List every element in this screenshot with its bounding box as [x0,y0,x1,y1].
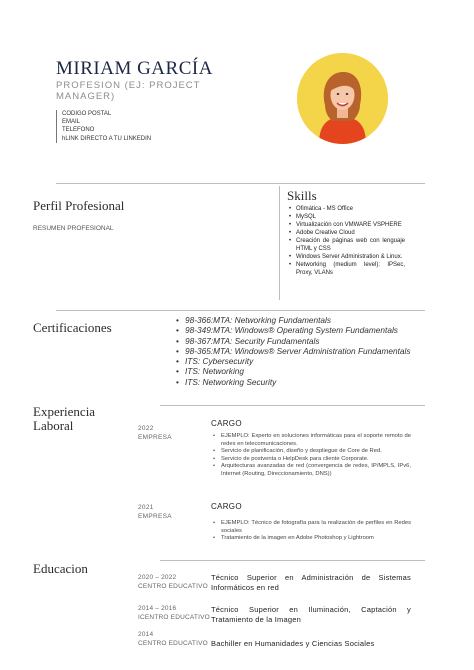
candidate-name: MIRIAM GARCÍA [56,58,213,79]
education-center: CENTRO EDUCATIVO [138,582,208,590]
skill-item: • MySQL [287,213,405,221]
education-meta [138,574,208,591]
divider-top [56,183,425,184]
education-meta [138,631,208,648]
experience-section-title [33,405,95,433]
divider-experience [160,405,425,406]
education-degree: Técnico Superior en Iluminación, Captación y Tratamiento de la Imagen [211,605,411,624]
job-bullet: • Tratamiento de la imagen en Adobe Photoshop y Lightroom [211,535,411,543]
certification-item: • 98-365:MTA: Windows® Server Administration Fundamentals [175,346,415,356]
job-bullet: • Servicio de postventa o HelpDesk para cliente Corporate. [211,456,411,464]
job-year: 2021 [138,504,154,511]
certification-item: • 98-349:MTA: Windows® Operating System Fundamentals [175,325,415,335]
skill-item: • Windows Server Administration & Linux. [287,253,405,261]
skills-list [287,205,405,277]
skills-section-title: Skills [287,188,317,203]
profile-photo [297,53,388,144]
education-meta [138,605,210,622]
job-bullets [211,433,411,479]
skill-item: • Networking (medium level): IPSec, Proxy, VLANs [287,261,405,277]
certifications-list [175,315,415,387]
experience-title-line1: Experiencia [33,404,96,419]
job-bullet: • EJEMPLO: Experto en soluciones informáticas para el soporte remoto de redes en telecomunicaciones. [211,433,411,448]
skill-item: • Ofimática - MS Office [287,205,405,213]
divider-certifications [56,310,425,311]
certification-item: • ITS: Networking Security [175,377,415,387]
job-meta [138,503,172,521]
profession-title: PROFESION (EJ: PROJECT MANAGER) [56,80,201,102]
skill-item: • Virtualización con VMWARE VSPHERE [287,221,405,229]
experience-title-line2: Laboral [33,418,74,433]
profile-photo-illustration [297,53,388,144]
contact-email: EMAIL [62,119,81,126]
skill-item: • Adobe Creative Cloud [287,229,405,237]
contact-linkedin: hLINK DIRECTO A TU LINKEDIN [62,135,152,142]
job-year: 2022 [138,425,154,432]
job-company: EMPRESA [138,513,172,520]
job-bullets [211,520,411,543]
education-degree: Bachiller en Humanidades y Ciencias Sociales [211,639,375,648]
job-bullet: • Servicio de planificación, diseño y despliegue de Core de Red. [211,448,411,456]
certification-item: • ITS: Networking [175,366,415,376]
certification-item: • 98-367:MTA: Security Fundamentals [175,336,415,346]
certifications-section-title: Certificaciones [33,320,112,335]
contact-block [56,110,151,143]
contact-phone: TELEFONO [62,127,95,134]
certification-item: • 98-366:MTA: Networking Fundamentals [175,315,415,325]
job-bullet: • Arquitecturas avanzadas de red (convergencia de redes, IP/MPLS, IPv6, Internet (Routing, Direccionamiento, DNS)) [211,463,411,478]
profile-section-title: Perfil Profesional [33,198,125,213]
divider-vertical [279,186,280,300]
profile-summary: RESUMEN PROFESIONAL [33,225,114,232]
education-dates: 2014 [138,631,154,638]
job-role: CARGO [211,419,242,428]
job-bullet: • EJEMPLO: Técnico de fotografía para la realización de perfiles en Redes sociales [211,520,411,535]
education-dates: 2020 – 2022 [138,574,177,581]
education-dates: 2014 – 2016 [138,605,177,612]
divider-education [160,560,425,561]
contact-postal-code: CODIGO POSTAL [62,111,112,117]
job-role: CARGO [211,502,242,511]
education-center: CENTRO EDUCATIVO [138,639,208,647]
education-section-title: Educacion [33,561,88,576]
education-center: ICENTRO EDUCATIVO [138,613,210,621]
education-degree: Técnico Superior en Administración de Sistemas Informáticos en red [211,573,411,592]
certification-item: • ITS: Cybersecurity [175,356,415,366]
job-company: EMPRESA [138,434,172,441]
job-meta [138,424,172,442]
skill-item: • Creación de páginas web con lenguaje HTML y CSS [287,237,405,253]
